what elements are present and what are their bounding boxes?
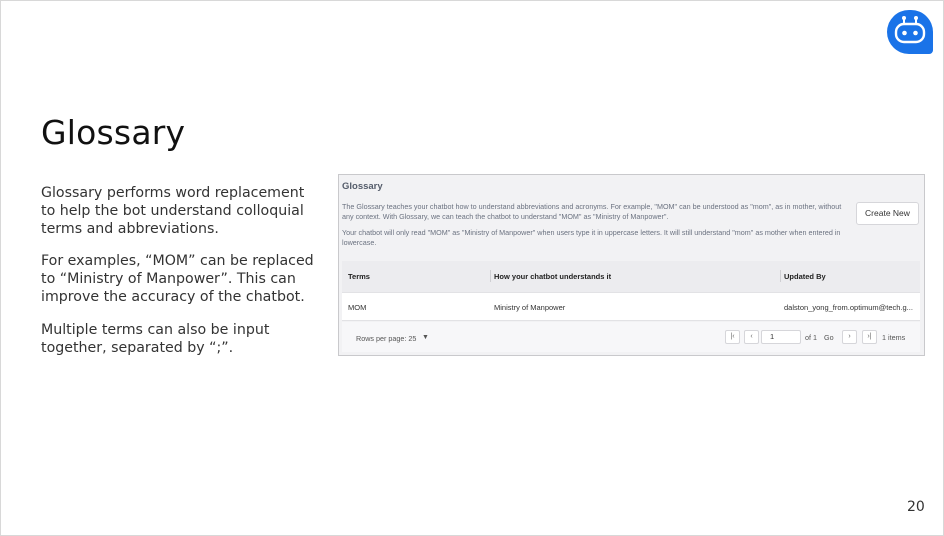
last-page-button[interactable]: ›| <box>862 330 877 344</box>
page-number: 20 <box>907 499 925 515</box>
prev-page-button[interactable]: ‹ <box>744 330 759 344</box>
create-new-button[interactable]: Create New <box>856 202 919 225</box>
caret-down-icon[interactable]: ▼ <box>422 334 429 341</box>
rows-per-page-select[interactable]: Rows per page: 25 <box>356 334 417 343</box>
column-updated-by[interactable]: Updated By <box>784 272 826 281</box>
column-divider <box>490 270 491 282</box>
column-divider <box>780 270 781 282</box>
page-number-input[interactable]: 1 <box>761 330 801 344</box>
cell-updated-by: dalston_yong_from.optimum@tech.g... <box>784 303 913 312</box>
glossary-note: Your chatbot will only read "MOM" as "Ministry of Manpower" when users type it in uppercase letters. It will still understand "mom" as mother when entered in lowercase. <box>342 228 841 247</box>
glossary-heading: Glossary <box>342 181 383 192</box>
paragraph-multiple: Multiple terms can also be input together, separated by “;”. <box>41 322 270 356</box>
pagination-bar <box>342 322 920 352</box>
paragraph-intro: Glossary performs word replacement to help the bot understand colloquial terms and abbreviations. <box>41 185 305 237</box>
items-count: 1 items <box>882 333 906 342</box>
cell-meaning: Ministry of Manpower <box>494 303 566 312</box>
glossary-screenshot <box>338 174 925 356</box>
next-page-button[interactable]: › <box>842 330 857 344</box>
table-row[interactable] <box>342 292 920 321</box>
total-pages-label: of 1 <box>805 333 817 342</box>
robot-icon <box>887 10 933 54</box>
column-understands[interactable]: How your chatbot understands it <box>494 272 612 281</box>
table-header <box>342 261 920 292</box>
slide-title: Glossary <box>41 113 186 152</box>
column-terms[interactable]: Terms <box>348 272 370 281</box>
go-button[interactable]: Go <box>824 333 834 342</box>
cell-term: MOM <box>348 303 367 312</box>
paragraph-example: For examples, “MOM” can be replaced to “Ministry of Manpower”. This can improve the accuracy of the chatbot. <box>41 253 314 305</box>
glossary-description: The Glossary teaches your chatbot how to understand abbreviations and acronyms. For example, "MOM" can be understood as "mom", as in mother, without any context. With Glossary, we can teach the chatbot to understand "MOM" as "Ministry of Manpower". <box>342 202 842 221</box>
first-page-button[interactable]: |‹ <box>725 330 740 344</box>
